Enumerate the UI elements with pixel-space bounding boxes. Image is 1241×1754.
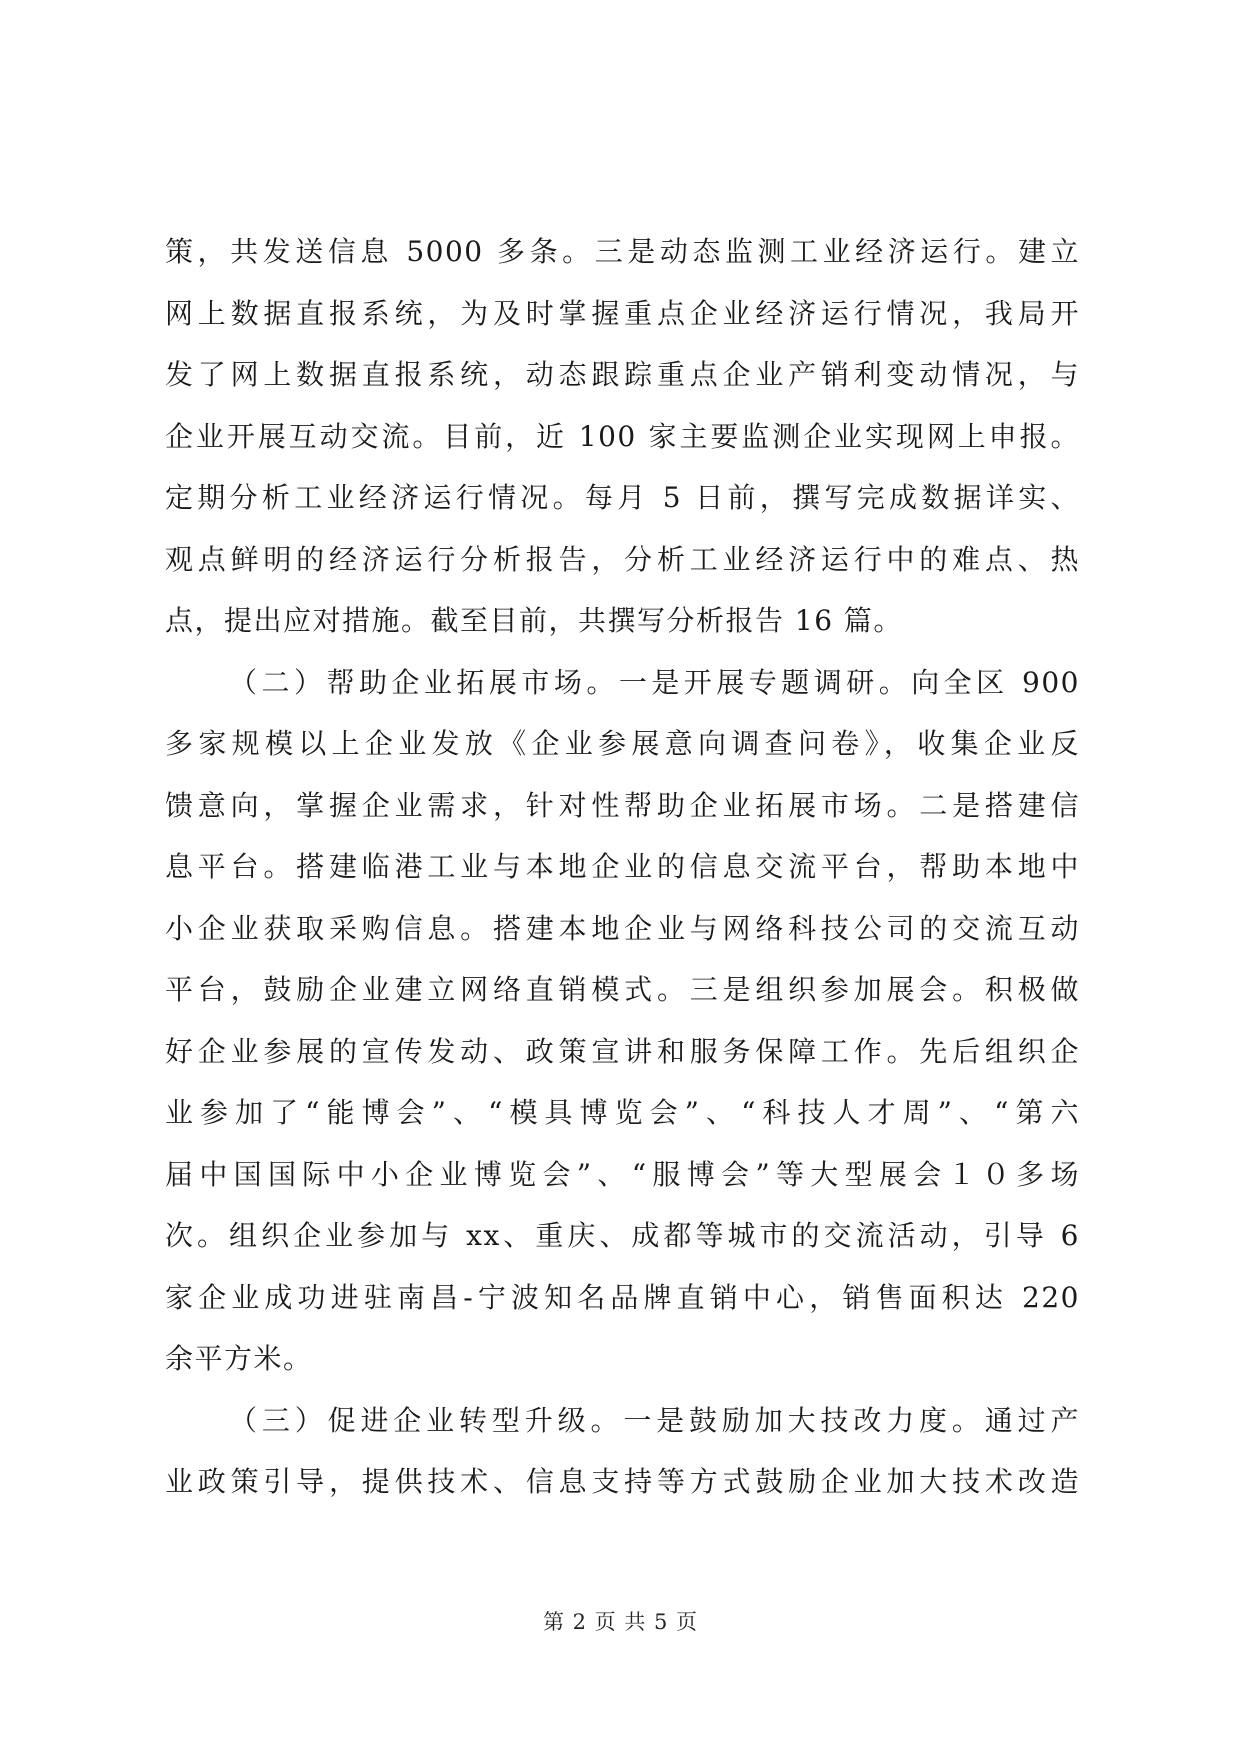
text-line: 息平台。搭建临港工业与本地企业的信息交流平台，帮助本地中 [165, 850, 1080, 883]
text-line: 观点鲜明的经济运行分析报告，分析工业经济运行中的难点、热 [165, 542, 1080, 576]
text-line: 网上数据直报系统，为及时掌握重点企业经济运行情况，我局开 [165, 296, 1080, 330]
text-line: 平台，鼓励企业建立网络直销模式。三是组织参加展会。积极做 [165, 973, 1080, 1006]
text-line: 业政策引导，提供技术、信息支持等方式鼓励企业加大技术改造 [165, 1465, 1080, 1498]
text-line: （三）促进企业转型升级。一是鼓励加大技改力度。通过产 [229, 1403, 1080, 1437]
text-line: 届中国国际中小企业博览会”、“服博会”等大型展会１０多场 [165, 1157, 1080, 1191]
text-line: 好企业参展的宣传发动、政策宣讲和服务保障工作。先后组织企 [165, 1034, 1080, 1068]
text-line: 发了网上数据直报系统，动态跟踪重点企业产销利变动情况，与 [165, 358, 1080, 391]
text-line: 业参加了“能博会”、“模具博览会”、“科技人才周”、“第六 [165, 1096, 1080, 1129]
text-line: 多家规模以上企业发放《企业参展意向调查问卷》，收集企业反 [165, 727, 1080, 760]
text-line: 馈意向，掌握企业需求，针对性帮助企业拓展市场。二是搭建信 [165, 788, 1080, 822]
text-line: 策，共发送信息 5000 多条。三是动态监测工业经济运行。建立 [165, 235, 1080, 268]
page-number-footer: 第 2 页 共 5 页 [542, 1610, 699, 1634]
text-line: （二）帮助企业拓展市场。一是开展专题调研。向全区 900 [229, 665, 1080, 699]
text-line: 小企业获取采购信息。搭建本地企业与网络科技公司的交流互动 [165, 911, 1080, 945]
text-line: 定期分析工业经济运行情况。每月 5 日前，撰写完成数据详实、 [165, 481, 1080, 514]
text-line: 次。组织企业参加与 xx、重庆、成都等城市的交流活动，引导 6 [165, 1219, 1080, 1252]
text-line: 点，提出应对措施。截至目前，共撰写分析报告 16 篇。 [165, 604, 903, 637]
document-body [165, 221, 1080, 1513]
text-line: 余平方米。 [165, 1342, 313, 1375]
text-line: 企业开展互动交流。目前，近 100 家主要监测企业实现网上申报。 [165, 419, 1080, 453]
text-line: 家企业成功进驻南昌-宁波知名品牌直销中心，销售面积达 220 [165, 1280, 1080, 1314]
